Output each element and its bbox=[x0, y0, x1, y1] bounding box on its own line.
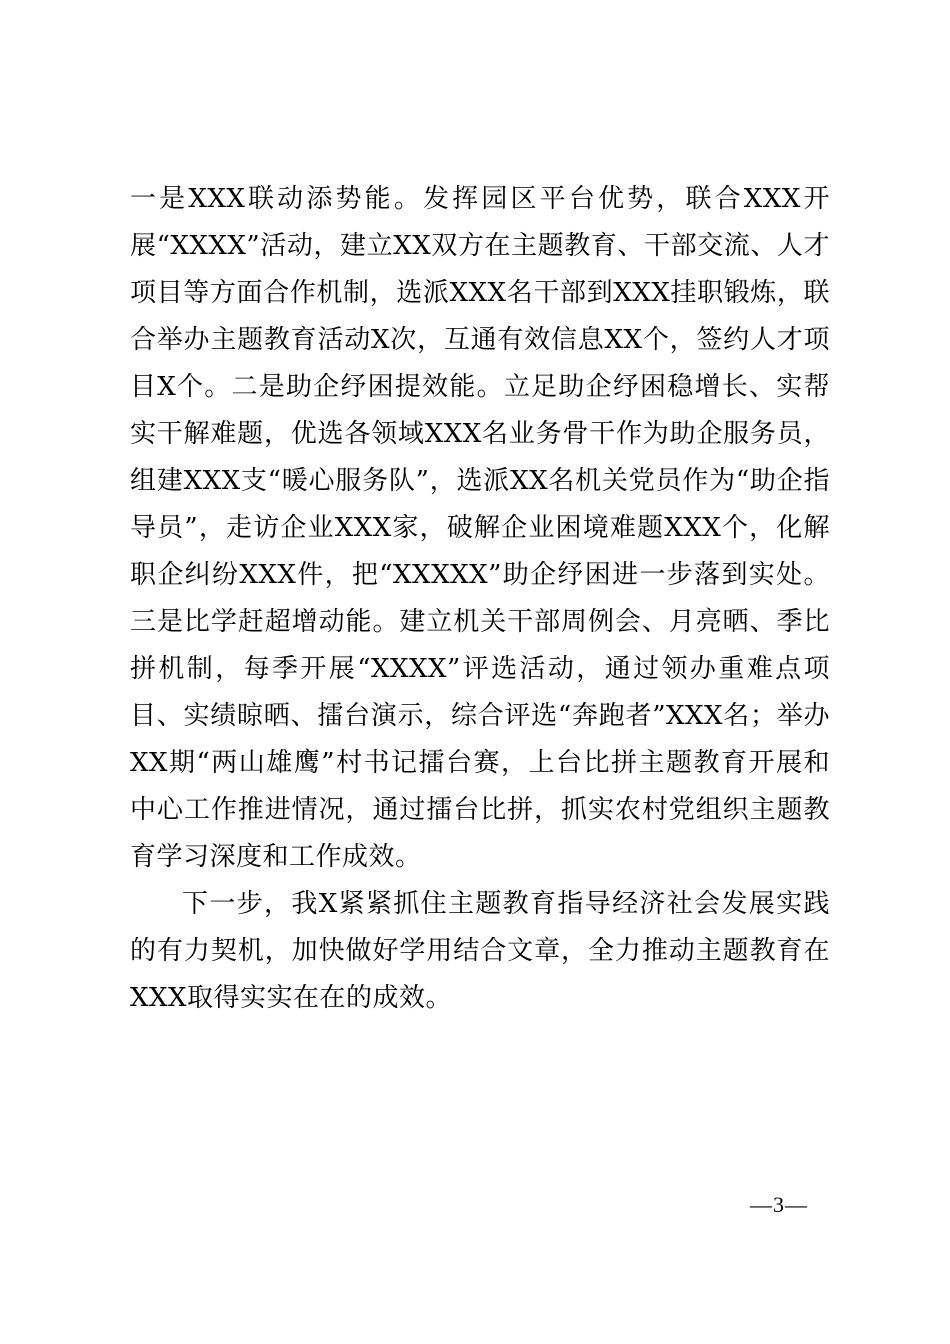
paragraph-initiatives: 一是XXX联动添势能。发挥园区平台优势，联合XXX开展“XXXX”活动，建立XX双方在主题教育、干部交流、人才项目等方面合作机制，选派XXX名干部到XXX挂职锻炼，联合举办主题教育活动X次，互通有效信息XX个，签约人才项目X个。二是助企纾困提效能。立足助企纾困稳增长、实帮实干解难题，优选各领域XXX名业务骨干作为助企服务员，组建XXX支“暖心服务队”，选派XX名机关党员作为“助企指导员”，走访企业XXX家，破解企业困境难题XXX个，化解职企纠纷XXX件，把“XXXXX”助企纾困进一步落到实处。三是比学赶超增动能。建立机关干部周例会、月亮晒、季比拼机制，每季开展“XXXX”评选活动，通过领办重难点项目、实绩晾晒、擂台演示，综合评选“奔跑者”XXX名；举办XX期“两山雄鹰”村书记擂台赛，上台比拼主题教育开展和中心工作推进情况，通过擂台比拼，抓实农村党组织主题教育学习深度和工作成效。 bbox=[130, 184, 830, 872]
body-text bbox=[130, 176, 830, 1022]
page-number: —3— bbox=[750, 1192, 808, 1217]
paragraph-next-steps: 下一步，我X紧紧抓住主题教育指导经济社会发展实践的有力契机，加快做好学用结合文章，全力推动主题教育在XXX取得实实在在的成效。 bbox=[130, 889, 830, 1013]
